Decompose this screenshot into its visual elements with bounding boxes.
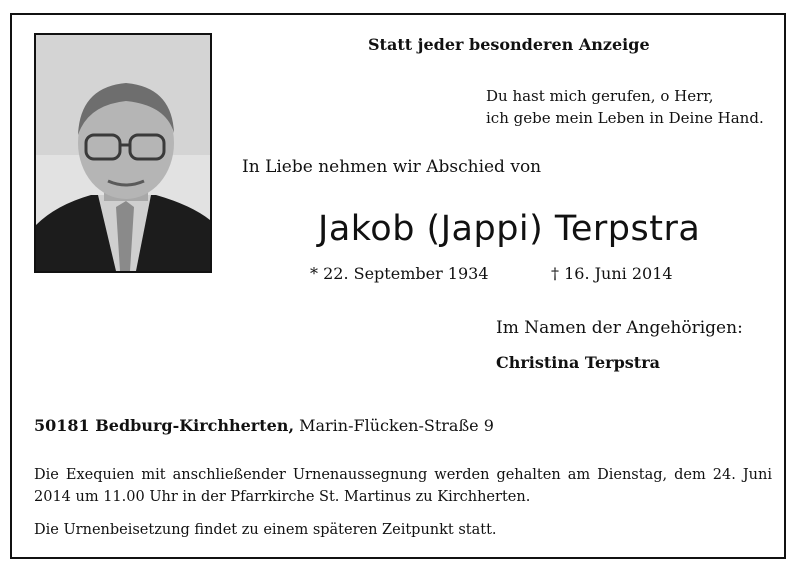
signer-name: Christina Terpstra <box>496 353 660 372</box>
death-date: † 16. Juni 2014 <box>551 264 673 283</box>
on-behalf-label: Im Namen der Angehörigen: <box>496 318 743 338</box>
address-line <box>34 416 494 435</box>
exequies-paragraph: Die Exequien mit anschließender Urnenaussegnung werden gehalten am Dienstag, dem 24. Juni 2014 um 11.00 Uhr in der Pfarrkirche St. Martinus zu Kirchherten. <box>34 467 772 505</box>
burial-paragraph: Die Urnenbeisetzung findet zu einem späteren Zeitpunkt statt. <box>34 522 497 538</box>
portrait-illustration <box>36 35 210 271</box>
birth-date: * 22. September 1934 <box>310 264 489 283</box>
address-street: Marin-Flücken-Straße 9 <box>299 416 494 435</box>
notice-headline: Statt jeder besonderen Anzeige <box>368 35 650 54</box>
farewell-intro: In Liebe nehmen wir Abschied von <box>242 157 542 177</box>
verse-line-2: ich gebe mein Leben in Deine Hand. <box>486 109 764 127</box>
deceased-name: Jakob (Jappi) Terpstra <box>318 209 701 249</box>
address-city: 50181 Bedburg-Kirchherten, <box>34 416 295 435</box>
verse-line-1: Du hast mich gerufen, o Herr, <box>486 87 714 105</box>
obituary-notice <box>10 13 786 559</box>
portrait-photo <box>34 33 212 273</box>
